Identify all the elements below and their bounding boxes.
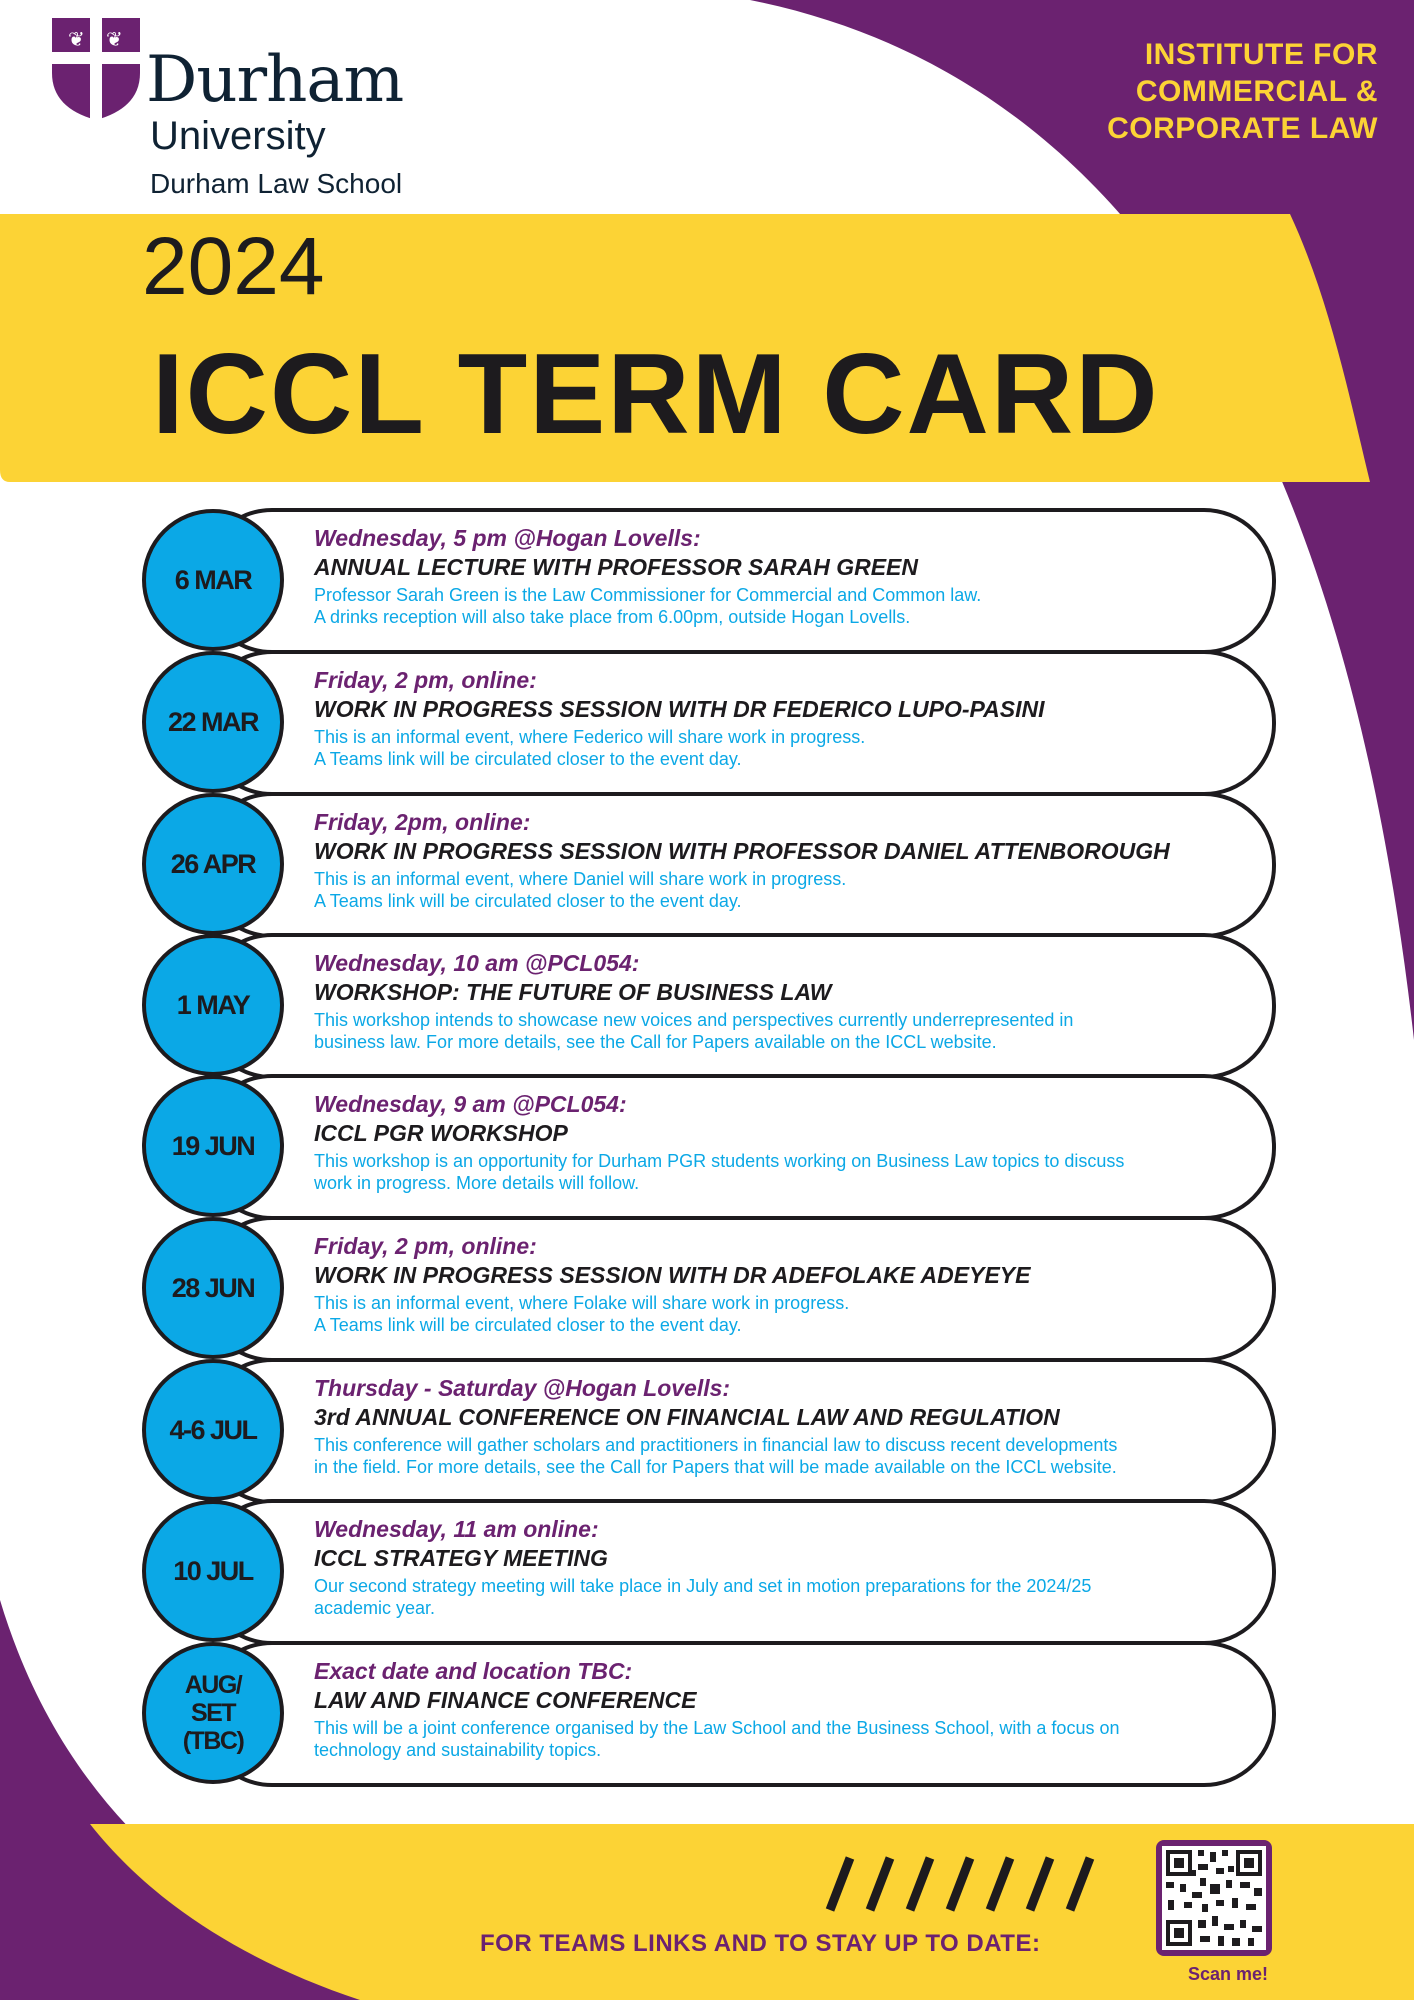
event-description: This is an informal event, where Federico will share work in progress. A Teams link will be circulated closer to the event day.	[314, 727, 866, 769]
event-when: Wednesday, 9 am @PCL054:	[314, 1091, 627, 1117]
scan-me-label: Scan me!	[1188, 1964, 1269, 1984]
svg-text:❦: ❦	[68, 27, 85, 51]
event-description: This workshop intends to showcase new voices and perspectives currently underrepresented in business law. For more details, see the Call for Papers available on the ICCL website.	[314, 1010, 1074, 1052]
footer-call-to-action: FOR TEAMS LINKS AND TO STAY UP TO DATE:	[480, 1930, 1041, 1957]
event-item	[140, 1499, 1274, 1643]
event-date: 26 APR	[142, 793, 284, 935]
event-title: WORK IN PROGRESS SESSION WITH DR ADEFOLAKE ADEYEYE	[314, 1262, 1031, 1288]
event-when: Wednesday, 10 am @PCL054:	[314, 950, 640, 976]
event-date: AUG/ SET (TBC)	[142, 1642, 284, 1784]
event-item	[140, 792, 1274, 936]
event-description: This workshop is an opportunity for Durham PGR students working on Business Law topics to discuss work in progress. More details will follow.	[314, 1151, 1125, 1193]
event-title: 3rd ANNUAL CONFERENCE ON FINANCIAL LAW AND REGULATION	[314, 1404, 1060, 1430]
event-date: 1 MAY	[142, 934, 284, 1076]
page-title: ICCL TERM CARD	[152, 331, 1160, 458]
event-item	[140, 933, 1274, 1077]
event-when: Wednesday, 11 am online:	[314, 1516, 599, 1542]
event-when: Wednesday, 5 pm @Hogan Lovells:	[314, 525, 701, 551]
event-when: Thursday - Saturday @Hogan Lovells:	[314, 1375, 731, 1401]
event-item	[140, 650, 1274, 794]
event-item	[140, 508, 1274, 652]
university-name: Durham	[146, 43, 404, 117]
decorative-slashes	[808, 1854, 1098, 1914]
event-when: Friday, 2pm, online:	[314, 809, 531, 835]
event-description: This conference will gather scholars and practitioners in financial law to discuss recent developments in the field. For more details, see the Call for Papers that will be made available on the ICCL website.	[314, 1435, 1118, 1477]
event-date: 10 JUL	[142, 1500, 284, 1642]
event-title: WORKSHOP: THE FUTURE OF BUSINESS LAW	[314, 979, 832, 1005]
event-date: 4-6 JUL	[142, 1359, 284, 1501]
event-when: Friday, 2 pm, online:	[314, 667, 537, 693]
event-title: WORK IN PROGRESS SESSION WITH DR FEDERICO LUPO-PASINI	[314, 696, 1045, 722]
event-when: Friday, 2 pm, online:	[314, 1233, 537, 1259]
event-item	[140, 1074, 1274, 1218]
event-title: LAW AND FINANCE CONFERENCE	[314, 1687, 697, 1713]
university-subtitle: University	[150, 114, 326, 158]
crest-icon	[52, 18, 140, 120]
event-title: ICCL PGR WORKSHOP	[314, 1120, 568, 1146]
event-description: This is an informal event, where Daniel will share work in progress. A Teams link will be circulated closer to the event day.	[314, 869, 847, 911]
event-item	[140, 1358, 1274, 1502]
qr-code-icon[interactable]	[1156, 1840, 1272, 1956]
event-title: WORK IN PROGRESS SESSION WITH PROFESSOR DANIEL ATTENBOROUGH	[314, 838, 1170, 864]
school-name: Durham Law School	[150, 168, 403, 199]
event-date: 22 MAR	[142, 651, 284, 793]
event-description: This is an informal event, where Folake will share work in progress. A Teams link will be circulated closer to the event day.	[314, 1293, 850, 1335]
event-title: ICCL STRATEGY MEETING	[314, 1545, 608, 1571]
event-date: 28 JUN	[142, 1217, 284, 1359]
year: 2024	[142, 221, 325, 312]
event-title: ANNUAL LECTURE WITH PROFESSOR SARAH GREEN	[314, 554, 918, 580]
event-description: Our second strategy meeting will take place in July and set in motion preparations for the 2024/25 academic year.	[314, 1576, 1092, 1618]
event-when: Exact date and location TBC:	[314, 1658, 633, 1684]
event-description: Professor Sarah Green is the Law Commissioner for Commercial and Common law. A drinks reception will also take place from 6.00pm, outside Hogan Lovells.	[314, 585, 982, 627]
event-date: 6 MAR	[142, 509, 284, 651]
event-item	[140, 1641, 1274, 1785]
institute-name: INSTITUTE FOR COMMERCIAL & CORPORATE LAW	[1107, 38, 1378, 145]
event-date: 19 JUN	[142, 1075, 284, 1217]
event-item	[140, 1216, 1274, 1360]
event-description: This will be a joint conference organised by the Law School and the Business School, with a focus on technology and sustainability topics.	[314, 1718, 1120, 1760]
svg-text:❦: ❦	[106, 27, 123, 51]
